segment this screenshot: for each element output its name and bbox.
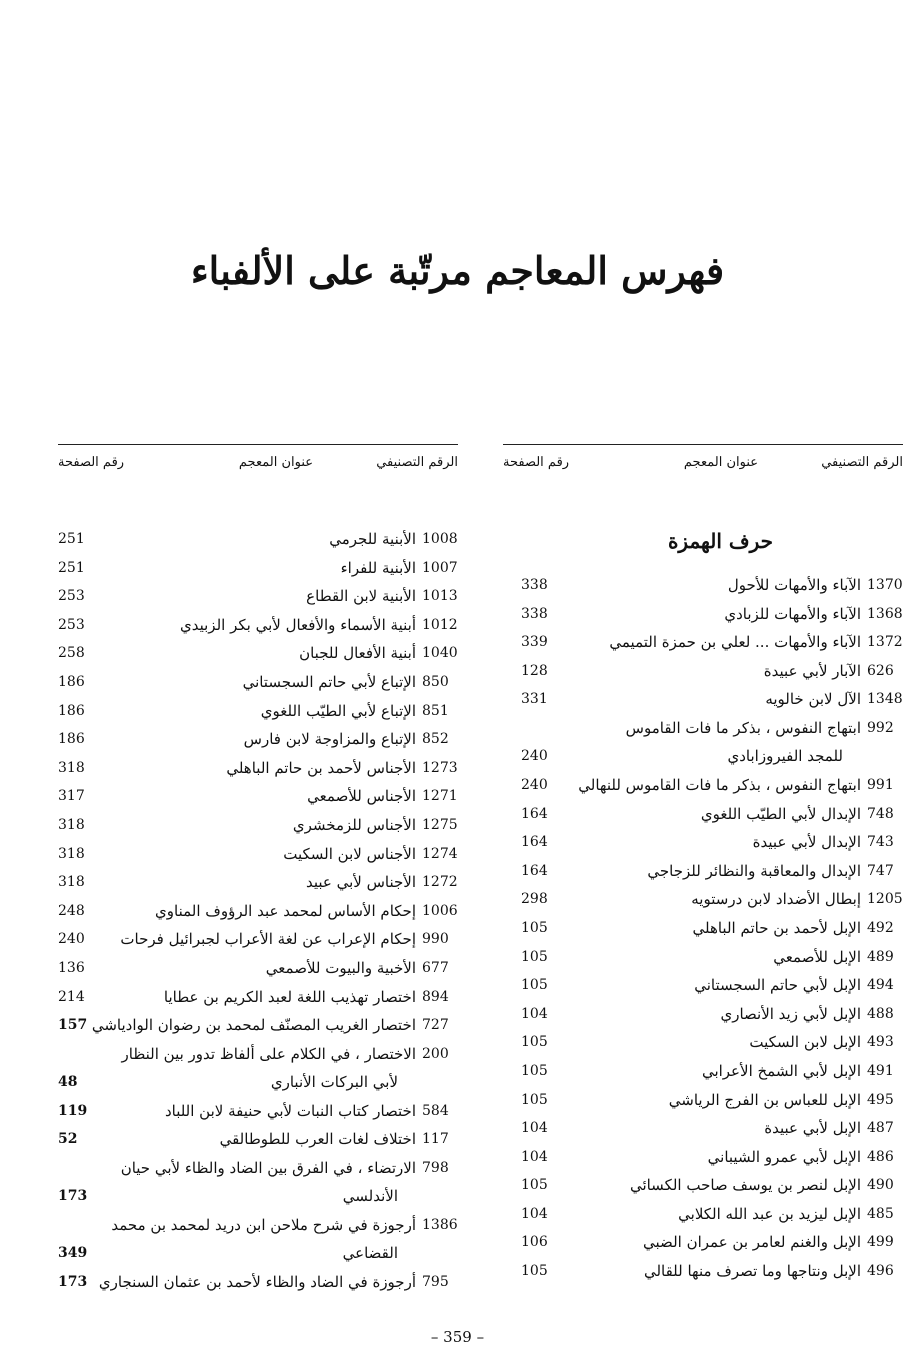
index-entry bbox=[503, 1086, 903, 1115]
entry-title: أرجوزة في الضاد والظاء لأحمد بن عثمان السنجاري bbox=[98, 1272, 416, 1291]
entry-title: الأخبية والبيوت للأصمعي bbox=[265, 958, 416, 977]
index-entry bbox=[58, 639, 458, 668]
index-entry bbox=[58, 697, 458, 726]
index-entry bbox=[503, 828, 903, 857]
entry-title: أبنية الأسماء والأفعال لأبي بكر الزبيدي bbox=[179, 615, 416, 634]
entry-page: 104 bbox=[521, 1148, 548, 1165]
index-entry bbox=[58, 611, 458, 640]
entry-class-no: 489 bbox=[867, 948, 894, 965]
entry-title: الآباء والأمهات ... لعلي بن حمزة التميمي bbox=[609, 633, 861, 652]
index-entry bbox=[58, 725, 458, 754]
index-entry bbox=[503, 1228, 903, 1257]
entry-page: 105 bbox=[521, 1177, 548, 1194]
entry-title: الإتباع لأبي الطيّب اللغوي bbox=[260, 701, 416, 720]
entry-page: 186 bbox=[58, 731, 85, 748]
entry-page: 251 bbox=[58, 559, 85, 576]
page-title: فهرس المعاجم مرتّبة على الألفباء bbox=[190, 248, 725, 293]
header-title: عنوان المعجم bbox=[683, 455, 758, 470]
index-entry bbox=[58, 868, 458, 897]
entry-class-no: 495 bbox=[867, 1091, 894, 1108]
entry-title: أبنية الأفعال للجبان bbox=[299, 644, 416, 663]
entry-class-no: 200 bbox=[422, 1045, 449, 1062]
entry-title: الآباء والأمهات للأحول bbox=[727, 576, 861, 594]
entry-class-no: 492 bbox=[867, 919, 894, 936]
index-entry bbox=[58, 782, 458, 811]
entry-title: الأبنية للجرمي bbox=[329, 530, 416, 548]
entry-page: 186 bbox=[58, 673, 85, 690]
entry-page: 164 bbox=[521, 834, 548, 851]
entry-title: الإبل لأبي زيد الأنصاري bbox=[720, 1004, 861, 1023]
entry-page: 104 bbox=[521, 1205, 548, 1222]
entry-class-no: 1007 bbox=[422, 559, 458, 576]
entry-page: 349 bbox=[58, 1244, 88, 1261]
index-rows bbox=[58, 525, 458, 1296]
entry-page: 105 bbox=[521, 1263, 548, 1280]
entry-title: الإبل لنصر بن يوسف صاحب الكسائي bbox=[629, 1176, 861, 1195]
index-entry bbox=[58, 1011, 458, 1040]
header-class-no: الرقم التصنيفي bbox=[376, 455, 458, 470]
entry-page: 119 bbox=[58, 1102, 88, 1119]
entry-page: 253 bbox=[58, 616, 85, 633]
entry-title: الإبل للأصمعي bbox=[773, 947, 861, 966]
entry-class-no: 1012 bbox=[422, 616, 458, 633]
index-entry bbox=[58, 840, 458, 869]
entry-page: 105 bbox=[521, 948, 548, 965]
entry-page: 318 bbox=[58, 845, 85, 862]
entry-class-no: 486 bbox=[867, 1148, 894, 1165]
entry-title: الإبل ونتاجها وما تصرف منها للقالي bbox=[643, 1262, 861, 1281]
entry-page: 318 bbox=[58, 816, 85, 833]
entry-page: 164 bbox=[521, 805, 548, 822]
entry-page: 105 bbox=[521, 1091, 548, 1108]
entry-class-no: 626 bbox=[867, 662, 894, 679]
entry-title: إحكام الإعراب عن لغة الأعراب لجبرائيل فرحات bbox=[120, 930, 416, 949]
entry-class-no: 487 bbox=[867, 1120, 894, 1137]
entry-title: الأجناس لأبي عبيد bbox=[305, 873, 416, 892]
entry-page: 105 bbox=[521, 1062, 548, 1079]
entry-page: 298 bbox=[521, 891, 548, 908]
entry-class-no: 491 bbox=[867, 1062, 894, 1079]
entry-title: الأبنية للفراء bbox=[340, 558, 416, 577]
entry-class-no: 1040 bbox=[422, 645, 458, 662]
section-heading: حرف الهمزة bbox=[667, 529, 773, 553]
entry-title: الأجناس للزمخشري bbox=[292, 815, 416, 834]
entry-page: 258 bbox=[58, 645, 85, 662]
index-entry bbox=[503, 571, 903, 600]
entry-class-no: 1372 bbox=[867, 634, 903, 651]
entry-title: الأجناس لأحمد بن حاتم الباهلي bbox=[226, 758, 416, 777]
index-entry bbox=[58, 1040, 458, 1097]
entry-page: 128 bbox=[521, 662, 548, 679]
entry-page: 164 bbox=[521, 862, 548, 879]
entry-class-no: 795 bbox=[422, 1273, 449, 1290]
entry-title-continued: الأندلسي bbox=[342, 1186, 398, 1205]
index-entry bbox=[58, 1268, 458, 1297]
entry-title: الإبل لأبي عمرو الشيباني bbox=[707, 1147, 861, 1166]
entry-page: 240 bbox=[58, 931, 85, 948]
index-entry bbox=[503, 1114, 903, 1143]
entry-title: الآبار لأبي عبيدة bbox=[763, 661, 861, 680]
entry-class-no: 496 bbox=[867, 1263, 894, 1280]
entry-page: 338 bbox=[521, 605, 548, 622]
index-entry bbox=[58, 1211, 458, 1268]
entry-title: الإبل والغنم لعامر بن عمران الضبي bbox=[643, 1233, 861, 1252]
header-page: رقم الصفحة bbox=[58, 455, 125, 470]
column-header bbox=[503, 444, 903, 481]
index-entry bbox=[503, 771, 903, 800]
entry-page: 317 bbox=[58, 788, 85, 805]
entry-page: 240 bbox=[521, 776, 548, 793]
entry-title: الإبل للعباس بن الفرج الرياشي bbox=[668, 1090, 861, 1109]
entry-title-continued: للمجد الفيروزابادي bbox=[727, 746, 843, 765]
entry-class-no: 798 bbox=[422, 1159, 449, 1176]
entry-page: 52 bbox=[58, 1131, 78, 1148]
entry-page: 251 bbox=[58, 531, 85, 547]
entry-page: 240 bbox=[521, 747, 548, 764]
entry-class-no: 748 bbox=[867, 805, 894, 822]
entry-page: 253 bbox=[58, 588, 85, 605]
entry-title: الإبدال والمعاقبة والنظائر للزجاجي bbox=[647, 861, 861, 880]
entry-class-no: 584 bbox=[422, 1102, 449, 1119]
index-entry bbox=[503, 943, 903, 972]
entry-page: 318 bbox=[58, 874, 85, 891]
entry-class-no: 1274 bbox=[422, 845, 458, 862]
entry-class-no: 747 bbox=[867, 862, 894, 879]
index-entry bbox=[58, 925, 458, 954]
entry-page: 248 bbox=[58, 902, 85, 919]
entry-title: الأجناس لابن السكيت bbox=[283, 844, 416, 863]
entry-title: الإبدال لأبي الطيّب اللغوي bbox=[700, 804, 861, 823]
index-entry bbox=[58, 525, 458, 554]
entry-class-no: 851 bbox=[422, 702, 449, 719]
index-entry bbox=[503, 885, 903, 914]
entry-class-no: 1386 bbox=[422, 1216, 458, 1233]
index-entry bbox=[58, 582, 458, 611]
entry-class-no: 1008 bbox=[422, 531, 458, 547]
entry-page: 105 bbox=[521, 919, 548, 936]
entry-title: الإبل ليزيد بن عبد الله الكلابي bbox=[678, 1204, 861, 1223]
entry-title: اختصار الغريب المصنّف لمحمد بن رضوان الوادياشي bbox=[91, 1016, 416, 1035]
entry-class-no: 992 bbox=[867, 719, 894, 736]
entry-class-no: 1006 bbox=[422, 902, 458, 919]
entry-class-no: 677 bbox=[422, 959, 449, 976]
entry-class-no: 494 bbox=[867, 977, 894, 994]
entry-title: الآل لابن خالويه bbox=[765, 690, 861, 709]
entry-title: الإتباع والمزاوجة لابن فارس bbox=[243, 730, 416, 749]
entry-title: الإبل لأحمد بن حاتم الباهلي bbox=[692, 918, 861, 937]
entry-class-no: 1271 bbox=[422, 788, 458, 805]
entry-title: إبطال الأضداد لابن درستويه bbox=[691, 890, 861, 909]
entry-title: الأجناس للأصمعي bbox=[307, 787, 416, 806]
entry-title-continued: القضاعي bbox=[342, 1243, 398, 1262]
entry-title: اختصار تهذيب اللغة لعبد الكريم بن عطايا bbox=[163, 987, 416, 1006]
index-column-left bbox=[58, 444, 458, 1296]
index-entry bbox=[58, 983, 458, 1012]
entry-class-no: 1273 bbox=[422, 759, 458, 776]
entry-class-no: 1272 bbox=[422, 874, 458, 891]
entry-class-no: 493 bbox=[867, 1034, 894, 1051]
index-entry bbox=[58, 668, 458, 697]
entry-page: 318 bbox=[58, 759, 85, 776]
index-entry bbox=[503, 1057, 903, 1086]
index-entry bbox=[503, 1171, 903, 1200]
entry-page: 338 bbox=[521, 577, 548, 593]
index-entry bbox=[503, 971, 903, 1000]
entry-class-no: 1013 bbox=[422, 588, 458, 605]
index-entry bbox=[503, 800, 903, 829]
page-number: – 359 – bbox=[430, 1328, 485, 1346]
entry-title: اختلاف لغات العرب للطوطالقي bbox=[219, 1130, 416, 1149]
entry-class-no: 850 bbox=[422, 673, 449, 690]
entry-class-no: 1205 bbox=[867, 891, 903, 908]
index-entry bbox=[503, 857, 903, 886]
entry-title-continued: لأبي البركات الأنباري bbox=[270, 1072, 398, 1091]
entry-page: 136 bbox=[58, 959, 85, 976]
index-entry bbox=[503, 714, 903, 771]
entry-page: 173 bbox=[58, 1273, 88, 1290]
index-entry bbox=[58, 811, 458, 840]
entry-title: الإتباع لأبي حاتم السجستاني bbox=[242, 672, 416, 691]
entry-title: إحكام الأساس لمحمد عبد الرؤوف المناوي bbox=[155, 901, 416, 920]
index-entry bbox=[503, 628, 903, 657]
entry-page: 214 bbox=[58, 988, 85, 1005]
entry-title: الإبدال لأبي عبيدة bbox=[752, 833, 861, 852]
entry-title: الإبل لابن السكيت bbox=[749, 1033, 861, 1052]
index-entry bbox=[503, 685, 903, 714]
entry-class-no: 1370 bbox=[867, 577, 903, 593]
entry-title: اختصار كتاب النبات لأبي حنيفة لابن اللباد bbox=[164, 1101, 416, 1120]
entry-class-no: 991 bbox=[867, 776, 894, 793]
entry-page: 104 bbox=[521, 1120, 548, 1137]
entry-title: الآباء والأمهات للزبادي bbox=[724, 604, 861, 623]
index-entry bbox=[503, 1200, 903, 1229]
column-header bbox=[58, 444, 458, 481]
entry-class-no: 990 bbox=[422, 931, 449, 948]
header-page: رقم الصفحة bbox=[503, 455, 570, 470]
index-entry bbox=[58, 554, 458, 583]
header-title: عنوان المعجم bbox=[238, 455, 313, 470]
index-entry bbox=[58, 1097, 458, 1126]
index-entry bbox=[503, 1257, 903, 1286]
entry-page: 106 bbox=[521, 1234, 548, 1251]
entry-class-no: 117 bbox=[422, 1131, 449, 1148]
entry-page: 157 bbox=[58, 1017, 88, 1034]
entry-class-no: 894 bbox=[422, 988, 449, 1005]
index-entry bbox=[503, 1028, 903, 1057]
index-entry bbox=[58, 897, 458, 926]
entry-class-no: 1275 bbox=[422, 816, 458, 833]
entry-title: الإبل لأبي حاتم السجستاني bbox=[694, 976, 861, 995]
entry-class-no: 1348 bbox=[867, 691, 903, 708]
entry-page: 104 bbox=[521, 1005, 548, 1022]
index-entry bbox=[58, 954, 458, 983]
entry-title: أرجوزة في شرح ملاحن ابن دريد لمحمد بن محمد bbox=[111, 1215, 416, 1234]
entry-page: 186 bbox=[58, 702, 85, 719]
entry-class-no: 485 bbox=[867, 1205, 894, 1222]
index-entry bbox=[503, 1000, 903, 1029]
entry-class-no: 499 bbox=[867, 1234, 894, 1251]
index-entry bbox=[503, 657, 903, 686]
index-entry bbox=[58, 754, 458, 783]
entry-page: 173 bbox=[58, 1187, 88, 1204]
entry-class-no: 1368 bbox=[867, 605, 903, 622]
index-entry bbox=[503, 914, 903, 943]
entry-page: 48 bbox=[58, 1073, 78, 1090]
header-class-no: الرقم التصنيفي bbox=[821, 455, 903, 470]
index-entry bbox=[503, 1143, 903, 1172]
entry-title: ابتهاج النفوس ، بذكر ما فات القاموس للنهالي bbox=[578, 775, 861, 794]
index-entry bbox=[58, 1125, 458, 1154]
entry-class-no: 488 bbox=[867, 1005, 894, 1022]
entry-class-no: 727 bbox=[422, 1017, 449, 1034]
entry-page: 331 bbox=[521, 691, 548, 708]
entry-title: الأبنية لابن القطاع bbox=[306, 587, 416, 606]
index-column-right bbox=[503, 444, 903, 1286]
entry-title: ابتهاج النفوس ، بذكر ما فات القاموس bbox=[625, 718, 861, 737]
entry-title: الارتضاء ، في الفرق بين الضاد والظاء لأبي حيان bbox=[120, 1158, 416, 1177]
entry-title: الإبل لأبي الشمخ الأعرابي bbox=[701, 1061, 861, 1080]
entry-class-no: 743 bbox=[867, 834, 894, 851]
index-rows bbox=[503, 571, 903, 1286]
entry-page: 339 bbox=[521, 634, 548, 651]
entry-title: الإبل لأبي عبيدة bbox=[764, 1119, 861, 1138]
entry-class-no: 852 bbox=[422, 731, 449, 748]
index-entry bbox=[58, 1154, 458, 1211]
entry-page: 105 bbox=[521, 1034, 548, 1051]
entry-class-no: 490 bbox=[867, 1177, 894, 1194]
index-entry bbox=[503, 600, 903, 629]
entry-page: 105 bbox=[521, 977, 548, 994]
entry-title: الاختصار ، في الكلام على ألفاظ تدور بين النظار bbox=[121, 1044, 416, 1063]
